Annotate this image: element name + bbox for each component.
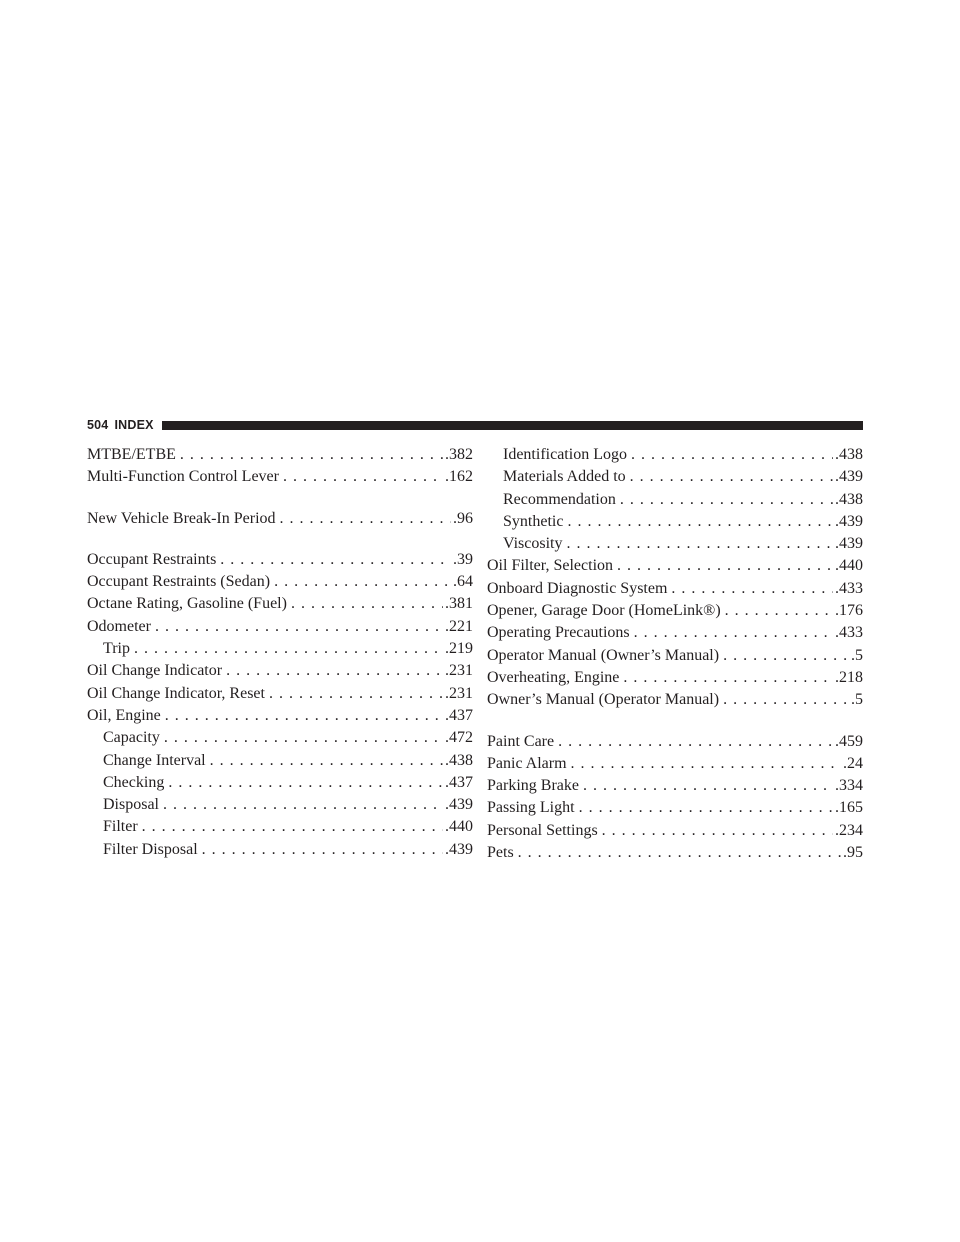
- index-subentry: [87, 816, 473, 838]
- index-entry: [487, 820, 863, 842]
- page-reference: .440: [835, 557, 863, 575]
- header-rule: [162, 421, 863, 430]
- page-header: [87, 418, 863, 432]
- index-entry: [487, 578, 863, 600]
- index-column-right: [487, 444, 863, 864]
- dot-leader: [723, 689, 849, 711]
- index-entry: [487, 689, 863, 711]
- index-term: Odometer: [87, 617, 151, 635]
- index-entry: [487, 667, 863, 689]
- index-entry: [487, 753, 863, 775]
- page-reference: .440: [445, 818, 473, 836]
- index-term: Octane Rating, Gasoline (Fuel): [87, 595, 287, 613]
- page-reference: .472: [445, 729, 473, 747]
- dot-leader: [620, 489, 833, 511]
- index-term: Recommendation: [503, 490, 616, 508]
- index-entry: [87, 508, 473, 530]
- index-term: Disposal: [103, 796, 159, 814]
- index-entry: [487, 842, 863, 864]
- page-reference: .231: [445, 662, 473, 680]
- page-reference: .439: [835, 512, 863, 530]
- index-entry: [87, 593, 473, 615]
- page-reference: .334: [835, 777, 863, 795]
- page-reference: .433: [835, 579, 863, 597]
- dot-leader: [617, 555, 833, 577]
- page-reference: .5: [851, 646, 863, 664]
- index-term: Change Interval: [103, 751, 206, 769]
- dot-leader: [723, 645, 849, 667]
- index-term: Filter Disposal: [103, 840, 198, 858]
- page-reference: .95: [843, 844, 863, 862]
- dot-leader: [134, 638, 443, 660]
- dot-leader: [163, 794, 443, 816]
- dot-leader: [291, 593, 443, 615]
- page-reference: .96: [453, 509, 473, 527]
- index-term: Checking: [103, 773, 165, 791]
- index-column-left: [87, 444, 473, 861]
- index-term: Identification Logo: [503, 446, 627, 463]
- index-entry: [87, 466, 473, 488]
- dot-leader: [164, 727, 443, 749]
- index-term: Operating Precautions: [487, 624, 630, 642]
- page-reference: .382: [445, 446, 473, 463]
- page-reference: .438: [835, 446, 863, 463]
- page-reference: .64: [453, 573, 473, 591]
- index-entry: [87, 616, 473, 638]
- dot-leader: [220, 549, 451, 571]
- page-reference: .231: [445, 684, 473, 702]
- index-term: Oil Filter, Selection: [487, 557, 614, 575]
- page-reference: .437: [445, 773, 473, 791]
- index-term: Oil, Engine: [87, 706, 161, 724]
- dot-leader: [630, 466, 833, 488]
- index-entry: [87, 549, 473, 571]
- dot-leader: [558, 731, 833, 753]
- dot-leader: [671, 578, 833, 600]
- index-term: Synthetic: [503, 512, 564, 530]
- dot-leader: [571, 753, 841, 775]
- index-term: Passing Light: [487, 799, 575, 817]
- index-term: Capacity: [103, 729, 160, 747]
- dot-leader: [180, 444, 443, 466]
- index-entry: [487, 555, 863, 577]
- index-term: Overheating, Engine: [487, 668, 620, 686]
- page-reference: .165: [835, 799, 863, 817]
- index-term: Oil Change Indicator: [87, 662, 223, 680]
- page-reference: .459: [835, 732, 863, 750]
- dot-leader: [165, 705, 443, 727]
- index-term: Paint Care: [487, 732, 555, 750]
- page-reference: .39: [453, 550, 473, 568]
- index-term: Pets: [487, 844, 514, 862]
- dot-leader: [274, 571, 451, 593]
- dot-leader: [269, 683, 443, 705]
- dot-leader: [634, 622, 833, 644]
- index-subentry: [87, 772, 473, 794]
- index-entry: [87, 571, 473, 593]
- page-reference: .5: [851, 691, 863, 709]
- index-term: Owner’s Manual (Operator Manual): [487, 691, 720, 709]
- dot-leader: [579, 797, 833, 819]
- index-entry: [87, 705, 473, 727]
- index-subentry: [487, 489, 863, 511]
- page-reference: .162: [445, 468, 473, 486]
- index-subentry: [487, 466, 863, 488]
- dot-leader: [566, 533, 833, 555]
- index-entry: [487, 797, 863, 819]
- dot-leader: [567, 511, 833, 533]
- index-entry: [87, 444, 473, 466]
- index-subentry: [87, 727, 473, 749]
- index-subentry: [87, 750, 473, 772]
- page-reference: .221: [445, 617, 473, 635]
- dot-leader: [155, 616, 443, 638]
- page-reference: .219: [445, 640, 473, 658]
- index-term: Trip: [103, 640, 130, 658]
- index-entry: [487, 622, 863, 644]
- index-term: Personal Settings: [487, 821, 598, 839]
- index-term: Parking Brake: [487, 777, 579, 795]
- page-reference: .176: [835, 602, 863, 620]
- index-term: New Vehicle Break-In Period: [87, 509, 276, 527]
- dot-leader: [210, 750, 443, 772]
- dot-leader: [226, 660, 443, 682]
- page-reference: .24: [843, 754, 863, 772]
- index-term: Occupant Restraints (Sedan): [87, 573, 271, 591]
- index-term: MTBE/ETBE: [87, 446, 176, 463]
- index-term: Viscosity: [503, 535, 563, 553]
- page-reference: .438: [835, 490, 863, 508]
- dot-leader: [142, 816, 443, 838]
- index-entry: [487, 600, 863, 622]
- index-term: Oil Change Indicator, Reset: [87, 684, 265, 702]
- page-reference: .439: [445, 796, 473, 814]
- page-reference: .433: [835, 624, 863, 642]
- dot-leader: [583, 775, 833, 797]
- page-number: 504: [87, 418, 109, 432]
- index-subentry: [487, 511, 863, 533]
- dot-leader: [725, 600, 833, 622]
- index-term: Occupant Restraints: [87, 550, 217, 568]
- page-reference: .381: [445, 595, 473, 613]
- index-entry: [487, 645, 863, 667]
- index-term: Multi-Function Control Lever: [87, 468, 279, 486]
- index-subentry: [487, 533, 863, 555]
- index-entry: [87, 660, 473, 682]
- index-subentry: [87, 839, 473, 861]
- page-reference: .234: [835, 821, 863, 839]
- index-subentry: [487, 444, 863, 466]
- index-entry: [487, 731, 863, 753]
- index-term: Filter: [103, 818, 138, 836]
- index-term: Panic Alarm: [487, 754, 567, 772]
- index-subentry: [87, 638, 473, 660]
- index-term: Onboard Diagnostic System: [487, 579, 668, 597]
- page-reference: .218: [835, 668, 863, 686]
- dot-leader: [518, 842, 841, 864]
- index-term: Opener, Garage Door (HomeLink®): [487, 602, 721, 620]
- dot-leader: [280, 508, 451, 530]
- dot-leader: [168, 772, 443, 794]
- section-title: INDEX: [114, 418, 154, 432]
- page-reference: .437: [445, 706, 473, 724]
- page-reference: .439: [445, 840, 473, 858]
- dot-leader: [602, 820, 833, 842]
- index-subentry: [87, 794, 473, 816]
- index-term: Materials Added to: [503, 468, 626, 486]
- index-entry: [487, 775, 863, 797]
- page-reference: .438: [445, 751, 473, 769]
- dot-leader: [631, 444, 833, 466]
- index-entry: [87, 683, 473, 705]
- dot-leader: [283, 466, 443, 488]
- page-reference: .439: [835, 535, 863, 553]
- dot-leader: [623, 667, 833, 689]
- page-reference: .439: [835, 468, 863, 486]
- index-term: Operator Manual (Owner’s Manual): [487, 646, 720, 664]
- dot-leader: [202, 839, 443, 861]
